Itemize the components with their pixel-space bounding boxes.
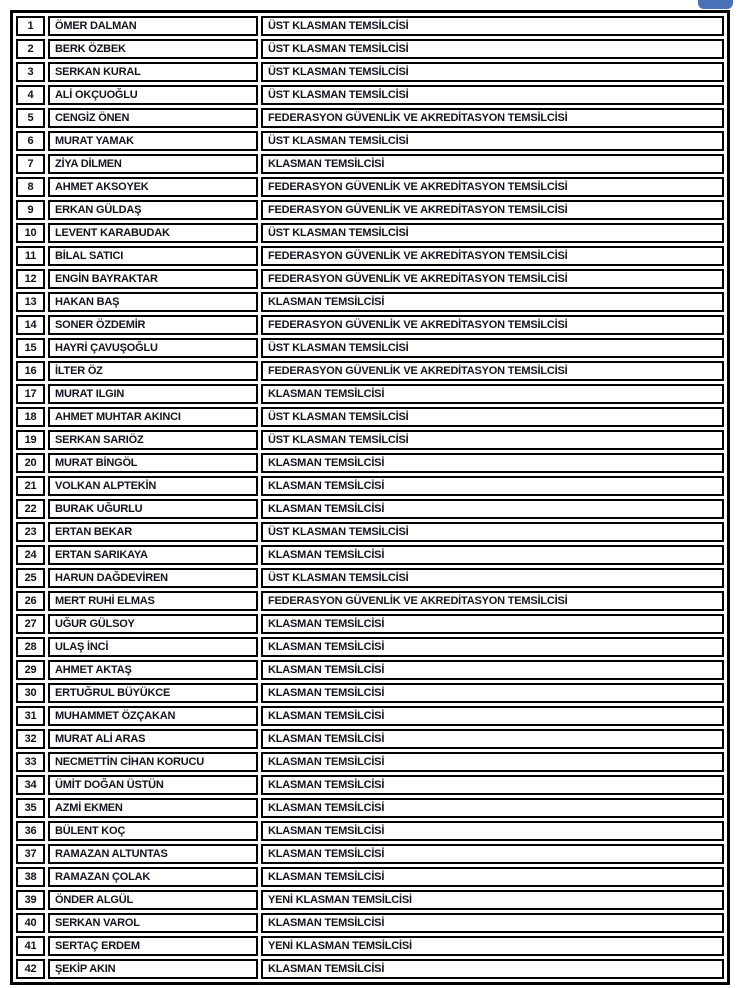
title-cell: KLASMAN TEMSİLCİSİ bbox=[261, 660, 724, 680]
title-cell: KLASMAN TEMSİLCİSİ bbox=[261, 384, 724, 404]
table-row bbox=[16, 752, 724, 772]
name-cell: HARUN DAĞDEVİREN bbox=[48, 568, 258, 588]
table-row bbox=[16, 913, 724, 933]
table-row bbox=[16, 223, 724, 243]
title-cell: FEDERASYON GÜVENLİK VE AKREDİTASYON TEMSİLCİSİ bbox=[261, 108, 724, 128]
row-number-cell: 23 bbox=[16, 522, 45, 542]
table-row bbox=[16, 499, 724, 519]
title-cell: ÜST KLASMAN TEMSİLCİSİ bbox=[261, 568, 724, 588]
table-row bbox=[16, 959, 724, 979]
title-cell: KLASMAN TEMSİLCİSİ bbox=[261, 453, 724, 473]
name-cell: HAKAN BAŞ bbox=[48, 292, 258, 312]
name-cell: NECMETTİN CİHAN KORUCU bbox=[48, 752, 258, 772]
title-cell: FEDERASYON GÜVENLİK VE AKREDİTASYON TEMSİLCİSİ bbox=[261, 591, 724, 611]
name-cell: AHMET AKTAŞ bbox=[48, 660, 258, 680]
name-cell: ERTAN BEKAR bbox=[48, 522, 258, 542]
row-number-cell: 2 bbox=[16, 39, 45, 59]
name-cell: CENGİZ ÖNEN bbox=[48, 108, 258, 128]
title-cell: KLASMAN TEMSİLCİSİ bbox=[261, 476, 724, 496]
title-cell: KLASMAN TEMSİLCİSİ bbox=[261, 154, 724, 174]
table-row bbox=[16, 453, 724, 473]
title-cell: ÜST KLASMAN TEMSİLCİSİ bbox=[261, 39, 724, 59]
title-cell: ÜST KLASMAN TEMSİLCİSİ bbox=[261, 522, 724, 542]
table-row bbox=[16, 821, 724, 841]
row-number-cell: 31 bbox=[16, 706, 45, 726]
title-cell: KLASMAN TEMSİLCİSİ bbox=[261, 637, 724, 657]
row-number-cell: 41 bbox=[16, 936, 45, 956]
name-cell: AHMET AKSOYEK bbox=[48, 177, 258, 197]
name-cell: MUHAMMET ÖZÇAKAN bbox=[48, 706, 258, 726]
name-cell: SERTAÇ ERDEM bbox=[48, 936, 258, 956]
row-number-cell: 20 bbox=[16, 453, 45, 473]
name-cell: ÖNDER ALGÜL bbox=[48, 890, 258, 910]
row-number-cell: 10 bbox=[16, 223, 45, 243]
table-row bbox=[16, 522, 724, 542]
table-row bbox=[16, 200, 724, 220]
table-row bbox=[16, 729, 724, 749]
row-number-cell: 27 bbox=[16, 614, 45, 634]
title-cell: KLASMAN TEMSİLCİSİ bbox=[261, 867, 724, 887]
title-cell: KLASMAN TEMSİLCİSİ bbox=[261, 775, 724, 795]
row-number-cell: 32 bbox=[16, 729, 45, 749]
table-row bbox=[16, 683, 724, 703]
name-cell: HAYRİ ÇAVUŞOĞLU bbox=[48, 338, 258, 358]
table-row bbox=[16, 62, 724, 82]
row-number-cell: 36 bbox=[16, 821, 45, 841]
title-cell: ÜST KLASMAN TEMSİLCİSİ bbox=[261, 62, 724, 82]
name-cell: UĞUR GÜLSOY bbox=[48, 614, 258, 634]
title-cell: KLASMAN TEMSİLCİSİ bbox=[261, 499, 724, 519]
table-row bbox=[16, 430, 724, 450]
name-cell: MURAT ILGIN bbox=[48, 384, 258, 404]
row-number-cell: 42 bbox=[16, 959, 45, 979]
row-number-cell: 4 bbox=[16, 85, 45, 105]
name-cell: MURAT BİNGÖL bbox=[48, 453, 258, 473]
table-row bbox=[16, 361, 724, 381]
table-row bbox=[16, 131, 724, 151]
row-number-cell: 17 bbox=[16, 384, 45, 404]
title-cell: ÜST KLASMAN TEMSİLCİSİ bbox=[261, 338, 724, 358]
table-row bbox=[16, 384, 724, 404]
table-row bbox=[16, 85, 724, 105]
name-cell: AHMET MUHTAR AKINCI bbox=[48, 407, 258, 427]
row-number-cell: 37 bbox=[16, 844, 45, 864]
title-cell: KLASMAN TEMSİLCİSİ bbox=[261, 752, 724, 772]
row-number-cell: 30 bbox=[16, 683, 45, 703]
table-row bbox=[16, 338, 724, 358]
table-row bbox=[16, 16, 724, 36]
row-number-cell: 22 bbox=[16, 499, 45, 519]
title-cell: KLASMAN TEMSİLCİSİ bbox=[261, 913, 724, 933]
table-row bbox=[16, 775, 724, 795]
title-cell: FEDERASYON GÜVENLİK VE AKREDİTASYON TEMSİLCİSİ bbox=[261, 361, 724, 381]
name-cell: BİLAL SATICI bbox=[48, 246, 258, 266]
title-cell: KLASMAN TEMSİLCİSİ bbox=[261, 614, 724, 634]
table-row bbox=[16, 108, 724, 128]
row-number-cell: 5 bbox=[16, 108, 45, 128]
name-cell: RAMAZAN ALTUNTAS bbox=[48, 844, 258, 864]
name-cell: ERTAN SARIKAYA bbox=[48, 545, 258, 565]
table-row bbox=[16, 407, 724, 427]
row-number-cell: 29 bbox=[16, 660, 45, 680]
table-row bbox=[16, 315, 724, 335]
title-cell: KLASMAN TEMSİLCİSİ bbox=[261, 292, 724, 312]
title-cell: FEDERASYON GÜVENLİK VE AKREDİTASYON TEMSİLCİSİ bbox=[261, 315, 724, 335]
row-number-cell: 21 bbox=[16, 476, 45, 496]
name-cell: RAMAZAN ÇOLAK bbox=[48, 867, 258, 887]
title-cell: YENİ KLASMAN TEMSİLCİSİ bbox=[261, 890, 724, 910]
table-row bbox=[16, 798, 724, 818]
title-cell: KLASMAN TEMSİLCİSİ bbox=[261, 545, 724, 565]
title-cell: FEDERASYON GÜVENLİK VE AKREDİTASYON TEMSİLCİSİ bbox=[261, 177, 724, 197]
table-row bbox=[16, 545, 724, 565]
title-cell: KLASMAN TEMSİLCİSİ bbox=[261, 798, 724, 818]
title-cell: ÜST KLASMAN TEMSİLCİSİ bbox=[261, 407, 724, 427]
row-number-cell: 12 bbox=[16, 269, 45, 289]
row-number-cell: 24 bbox=[16, 545, 45, 565]
title-cell: KLASMAN TEMSİLCİSİ bbox=[261, 821, 724, 841]
row-number-cell: 26 bbox=[16, 591, 45, 611]
name-cell: ERKAN GÜLDAŞ bbox=[48, 200, 258, 220]
name-cell: ZİYA DİLMEN bbox=[48, 154, 258, 174]
name-cell: BURAK UĞURLU bbox=[48, 499, 258, 519]
name-cell: ALİ OKÇUOĞLU bbox=[48, 85, 258, 105]
name-cell: ÖMER DALMAN bbox=[48, 16, 258, 36]
title-cell: KLASMAN TEMSİLCİSİ bbox=[261, 706, 724, 726]
title-cell: ÜST KLASMAN TEMSİLCİSİ bbox=[261, 223, 724, 243]
title-cell: KLASMAN TEMSİLCİSİ bbox=[261, 959, 724, 979]
title-cell: YENİ KLASMAN TEMSİLCİSİ bbox=[261, 936, 724, 956]
name-cell: SONER ÖZDEMİR bbox=[48, 315, 258, 335]
name-cell: BERK ÖZBEK bbox=[48, 39, 258, 59]
table-row bbox=[16, 246, 724, 266]
name-cell: ENGİN BAYRAKTAR bbox=[48, 269, 258, 289]
name-cell: SERKAN SARIÖZ bbox=[48, 430, 258, 450]
row-number-cell: 14 bbox=[16, 315, 45, 335]
row-number-cell: 15 bbox=[16, 338, 45, 358]
title-cell: KLASMAN TEMSİLCİSİ bbox=[261, 683, 724, 703]
row-number-cell: 7 bbox=[16, 154, 45, 174]
row-number-cell: 19 bbox=[16, 430, 45, 450]
table-row bbox=[16, 936, 724, 956]
name-cell: İLTER ÖZ bbox=[48, 361, 258, 381]
row-number-cell: 40 bbox=[16, 913, 45, 933]
table-row bbox=[16, 39, 724, 59]
name-cell: ULAŞ İNCİ bbox=[48, 637, 258, 657]
table-row bbox=[16, 844, 724, 864]
row-number-cell: 8 bbox=[16, 177, 45, 197]
title-cell: ÜST KLASMAN TEMSİLCİSİ bbox=[261, 131, 724, 151]
row-number-cell: 1 bbox=[16, 16, 45, 36]
row-number-cell: 13 bbox=[16, 292, 45, 312]
table-row bbox=[16, 154, 724, 174]
table-row bbox=[16, 568, 724, 588]
row-number-cell: 9 bbox=[16, 200, 45, 220]
title-cell: KLASMAN TEMSİLCİSİ bbox=[261, 844, 724, 864]
row-number-cell: 39 bbox=[16, 890, 45, 910]
row-number-cell: 35 bbox=[16, 798, 45, 818]
name-cell: MURAT YAMAK bbox=[48, 131, 258, 151]
title-cell: KLASMAN TEMSİLCİSİ bbox=[261, 729, 724, 749]
table-row bbox=[16, 706, 724, 726]
name-cell: SERKAN VAROL bbox=[48, 913, 258, 933]
top-right-pill-button[interactable] bbox=[698, 0, 733, 9]
row-number-cell: 38 bbox=[16, 867, 45, 887]
name-cell: ÜMİT DOĞAN ÜSTÜN bbox=[48, 775, 258, 795]
title-cell: FEDERASYON GÜVENLİK VE AKREDİTASYON TEMSİLCİSİ bbox=[261, 269, 724, 289]
table-row bbox=[16, 890, 724, 910]
table-row bbox=[16, 591, 724, 611]
name-cell: AZMİ EKMEN bbox=[48, 798, 258, 818]
name-cell: SERKAN KURAL bbox=[48, 62, 258, 82]
officials-table-grid bbox=[13, 13, 727, 982]
table-row bbox=[16, 476, 724, 496]
name-cell: VOLKAN ALPTEKİN bbox=[48, 476, 258, 496]
row-number-cell: 16 bbox=[16, 361, 45, 381]
title-cell: ÜST KLASMAN TEMSİLCİSİ bbox=[261, 85, 724, 105]
table-row bbox=[16, 292, 724, 312]
row-number-cell: 33 bbox=[16, 752, 45, 772]
row-number-cell: 6 bbox=[16, 131, 45, 151]
name-cell: BÜLENT KOÇ bbox=[48, 821, 258, 841]
officials-table bbox=[10, 10, 730, 985]
row-number-cell: 34 bbox=[16, 775, 45, 795]
title-cell: ÜST KLASMAN TEMSİLCİSİ bbox=[261, 430, 724, 450]
name-cell: MERT RUHİ ELMAS bbox=[48, 591, 258, 611]
name-cell: ŞEKİP AKIN bbox=[48, 959, 258, 979]
row-number-cell: 3 bbox=[16, 62, 45, 82]
name-cell: LEVENT KARABUDAK bbox=[48, 223, 258, 243]
table-row bbox=[16, 269, 724, 289]
title-cell: FEDERASYON GÜVENLİK VE AKREDİTASYON TEMSİLCİSİ bbox=[261, 246, 724, 266]
row-number-cell: 18 bbox=[16, 407, 45, 427]
table-row bbox=[16, 614, 724, 634]
row-number-cell: 11 bbox=[16, 246, 45, 266]
name-cell: ERTUĞRUL BÜYÜKCE bbox=[48, 683, 258, 703]
name-cell: MURAT ALİ ARAS bbox=[48, 729, 258, 749]
table-row bbox=[16, 660, 724, 680]
table-row bbox=[16, 637, 724, 657]
row-number-cell: 25 bbox=[16, 568, 45, 588]
title-cell: ÜST KLASMAN TEMSİLCİSİ bbox=[261, 16, 724, 36]
title-cell: FEDERASYON GÜVENLİK VE AKREDİTASYON TEMSİLCİSİ bbox=[261, 200, 724, 220]
row-number-cell: 28 bbox=[16, 637, 45, 657]
table-row bbox=[16, 867, 724, 887]
table-row bbox=[16, 177, 724, 197]
